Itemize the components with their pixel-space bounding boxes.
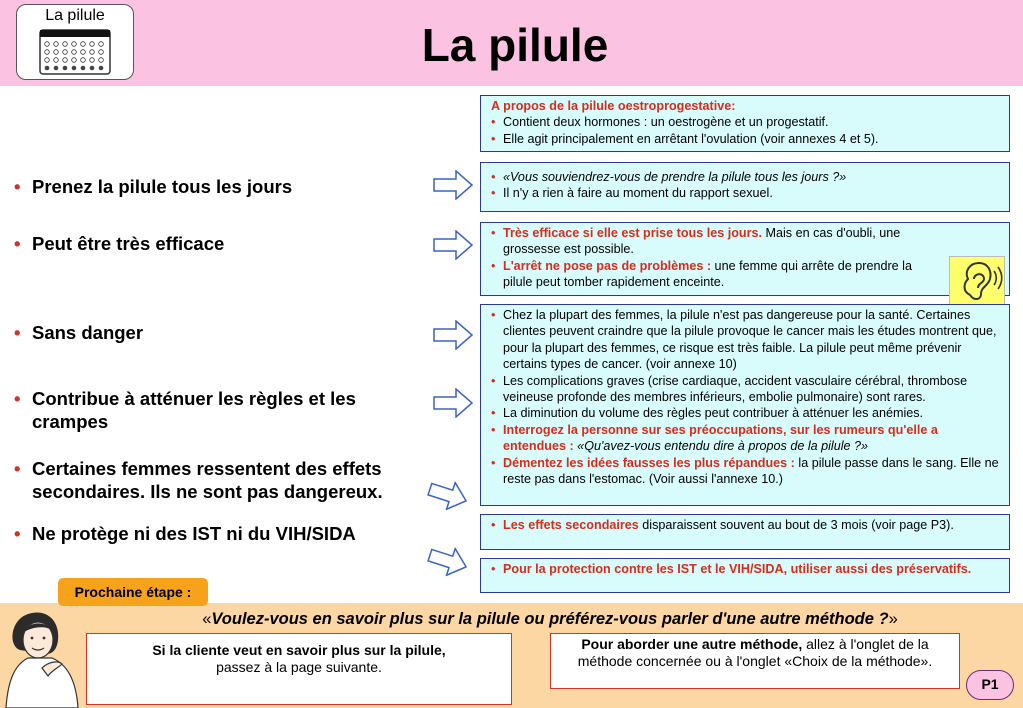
key-point: • Contribue à atténuer les règles et les crampes: [14, 388, 356, 432]
list-item: • Les effets secondaires disparaissent souvent au bout de 3 mois (voir page P3).: [491, 518, 954, 532]
list-item: • Chez la plupart des femmes, la pilule n'est pas dangereuse pour la santé. Certaines clientes peuvent craindre que la pilule provoque le cancer mais les études montrent que, pour la plupart des femmes, ce risque est très faible. La pilule peut même prévenir certains types de cancer. (voir annexe 10): [491, 308, 997, 372]
list-item: • «Vous souviendrez-vous de prendre la pilule tous les jours ?»: [491, 170, 847, 184]
list-item: • La diminution du volume des règles peut contribuer à atténuer les anémies.: [491, 406, 924, 421]
header: [0, 0, 1023, 86]
list-item: • Pour la protection contre les IST et le VIH/SIDA, utiliser aussi des préservatifs.: [491, 562, 972, 576]
page-number-badge[interactable]: P1: [966, 670, 1014, 700]
arrow-right-icon: [424, 475, 471, 516]
ear-icon: [949, 256, 1005, 306]
other-method-text: allez à l'onglet de la méthode concernée ou à l'onglet «Choix de la méthode».: [577, 636, 933, 669]
list-item: • Contient deux hormones : un oestrogène et un progestatif.: [491, 115, 829, 130]
pill-pack-icon: [39, 29, 111, 75]
info-box-safety: [480, 304, 1010, 506]
list-item: • L'arrêt ne pose pas de problèmes : une femme qui arrête de prendre la pilule peut tomber rapidement enceinte.: [491, 258, 912, 290]
other-method-bold: Pour aborder une autre méthode,: [581, 636, 803, 652]
list-item: • Il n'y a rien à faire au moment du rapport sexuel.: [491, 186, 773, 201]
more-info-text: passez à la page suivante.: [216, 659, 382, 675]
info-box-about: [480, 95, 1010, 152]
info-box-sti: [480, 558, 1010, 593]
list-item: • Très efficace si elle est prise tous les jours. Mais en cas d'oubli, une grossesse est possible.: [491, 226, 901, 257]
key-point: • Certaines femmes ressentent des effets secondaires. Ils ne sont pas dangereux.: [14, 458, 383, 502]
box-heading: A propos de la pilule oestroprogestative:: [491, 99, 736, 113]
key-point: • Ne protège ni des IST ni du VIH/SIDA: [14, 523, 356, 544]
more-info-bold: Si la cliente veut en savoir plus sur la pilule,: [152, 642, 446, 658]
arrow-right-icon: [424, 541, 471, 582]
arrow-right-icon: [433, 230, 473, 260]
info-box-side-effects: [480, 514, 1010, 550]
info-box-efficacy: [480, 222, 1010, 296]
list-item: • Elle agit principalement en arrêtant l'ovulation (voir annexes 4 et 5).: [491, 131, 879, 146]
more-info-panel[interactable]: [86, 633, 512, 705]
arrow-right-icon: [433, 170, 473, 200]
method-tab[interactable]: [16, 4, 134, 80]
key-point: • Prenez la pilule tous les jours: [14, 176, 293, 197]
list-item: • Démentez les idées fausses les plus répandues : la pilule passe dans le sang. Elle ne reste pas dans l'estomac. (Voir aussi l'annexe 10.): [491, 455, 999, 487]
arrow-right-icon: [433, 320, 473, 350]
closing-question: «Voulez-vous en savoir plus sur la pilule ou préférez-vous parler d'une autre méthode ?»: [202, 610, 898, 628]
page-title: La pilule: [421, 19, 609, 71]
list-item: • Interrogez la personne sur ses préoccupations, sur les rumeurs qu'elle a entendues : «Qu'avez-vous entendu dire à propos de la pilule ?»: [491, 422, 938, 454]
other-method-panel[interactable]: [550, 633, 960, 689]
arrow-right-icon: [433, 388, 473, 418]
tab-label: La pilule: [45, 7, 105, 24]
info-box-daily: [480, 162, 1010, 212]
next-step-label: Prochaine étape :: [58, 578, 208, 606]
key-point: • Peut être très efficace: [14, 233, 225, 254]
list-item: • Les complications graves (crise cardiaque, accident vasculaire cérébral, thrombose veineuse profonde des membres inférieurs, embolie pulmonaire) sont rares.: [491, 373, 968, 405]
woman-thinking-icon: [2, 606, 82, 708]
key-point: • Sans danger: [14, 322, 144, 343]
